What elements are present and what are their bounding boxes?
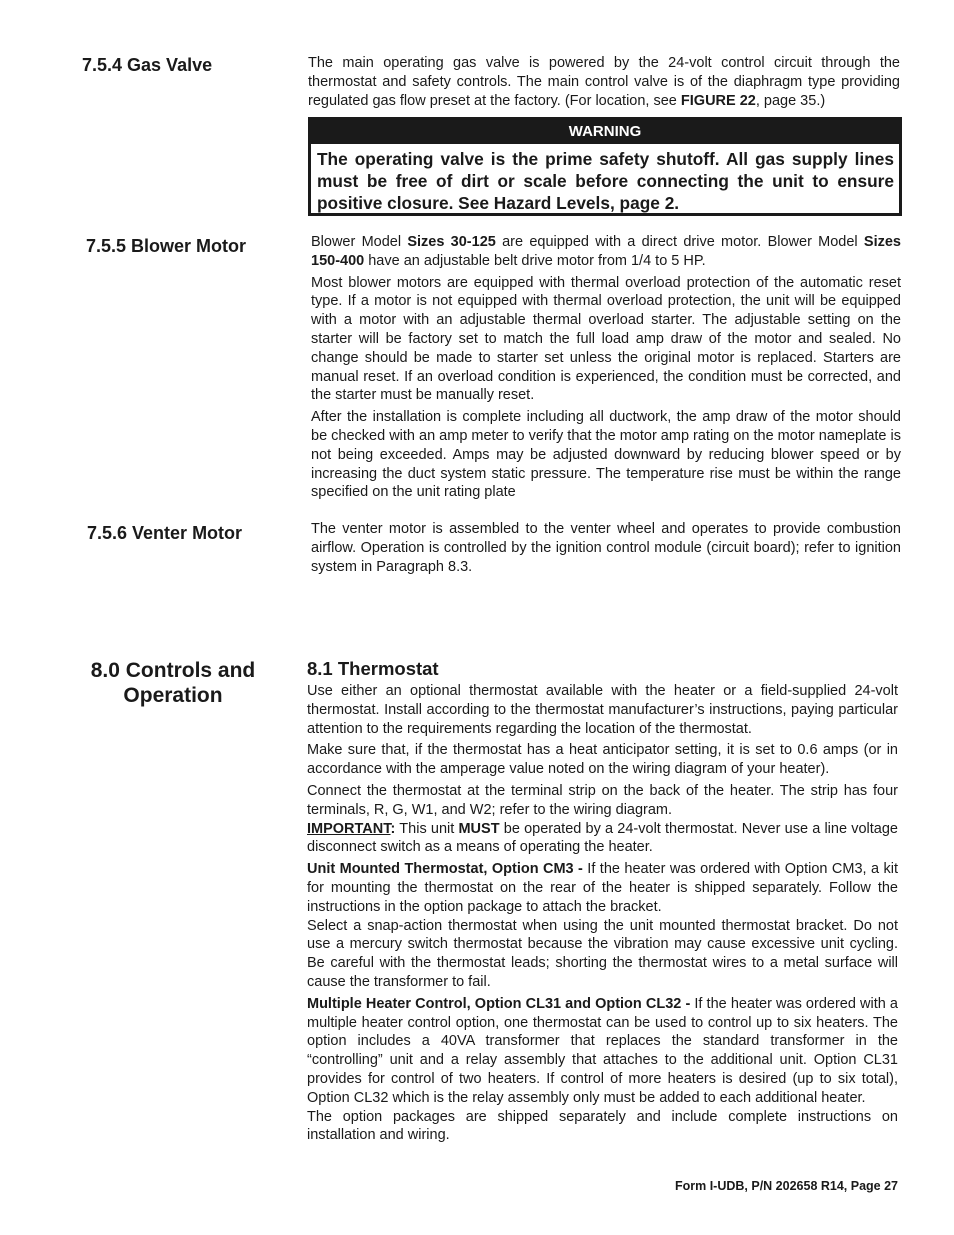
text-run: have an adjustable belt drive motor from 1/4 to 5 HP. (364, 252, 706, 269)
gas-valve-paragraph (308, 54, 900, 110)
option-cm3-label: Unit Mounted Thermostat, Option CM3 - (307, 861, 583, 878)
bold-text: Sizes 30-125 (407, 234, 496, 250)
section-heading-blower-motor: 7.5.5 Blower Motor (86, 236, 247, 256)
blower-paragraph-3: After the installation is complete including all ductwork, the amp draw of the motor should be checked with an amp meter to verify that the motor amp rating on the motor nameplate is not being exceeded. Amps may be adjusted downward by reducing blower speed or by increasing the duct system static pressure. The temperature rise must be within the range specified on the unit rating plate (311, 409, 901, 501)
page-footer: Form I-UDB, P/N 202658 R14, Page 27 (674, 1179, 898, 1193)
text-run: This unit (395, 820, 459, 837)
bold-text: MUST (458, 820, 500, 837)
important-label: IMPORTANT (307, 820, 391, 837)
blower-paragraph-1 (311, 233, 901, 271)
figure-reference: FIGURE 22 (680, 92, 756, 109)
bold-text: : (390, 820, 396, 837)
thermostat-body (307, 682, 898, 1145)
text-run: are equipped with a direct drive motor. Blower Model (495, 234, 864, 250)
warning-box (308, 117, 902, 216)
snap-action-paragraph: Select a snap-action thermostat when using the unit mounted thermostat bracket. Do not use a mercury switch thermostat because the vibration may cause excessive unit cycling. Be careful with the thermostat leads; shorting the thermostat wires to a metal surface will cause the transformer to fail. (307, 917, 898, 990)
bold-text: Sizes 150-400 (311, 234, 902, 269)
text-run: If the heater was ordered with a multiple heater control option, one thermostat can be used to control up to six heaters. The option includes a 40VA transformer that replaces the standard transformer in the “controlling” unit and a relay assembly that attaches to the additional unit. Option CL31 provides for control of two heaters. If control of more heaters is desired (up to six total), Option CL32 which is the relay assembly only must be added to each additional heater. (307, 995, 898, 1106)
subsection-heading-thermostat: 8.1 Thermostat (307, 658, 439, 679)
thermostat-paragraph-3: Connect the thermostat at the terminal strip on the back of the heater. The strip has four terminals, R, G, W1, and W2; refer to the wiring diagram. (307, 782, 898, 818)
venter-paragraph: The venter motor is assembled to the venter wheel and operates to provide combustion airflow. Operation is controlled by the ignition control module (circuit board); refer to ignition system in Paragraph 8.3. (311, 521, 901, 575)
blower-paragraph-2: Most blower motors are equipped with thermal overload protection of the automatic reset type. If a motor is not equipped with thermal overload protection, the unit will be equipped with a motor with an adjustable thermal overload starter. The adjustable setting on the starter will be factory set to match the full load amp draw of the motor and sealed. No change should be made to starter set unless the original motor is replaced. Starters are manual reset. If an overload condition is experienced, the condition must be corrected, and the starter must be manually reset. (311, 274, 901, 404)
section-heading-gas-valve: 7.5.4 Gas Valve (82, 55, 213, 75)
text-run: If the heater was ordered with Option CM3, a kit for mounting the thermostat on the rear of the heater is shipped separately. Follow the instructions in the option package to attach the bracket. (307, 861, 898, 915)
option-cl31-cl32-label: Multiple Heater Control, Option CL31 and Option CL32 - (307, 995, 691, 1012)
option-cm3-paragraph (307, 860, 898, 916)
warning-body: The operating valve is the prime safety shutoff. All gas supply lines must be free of dirt or scale before connecting the unit to ensure positive closure. See Hazard Levels, page 2. (317, 149, 894, 213)
section-heading-venter-motor: 7.5.6 Venter Motor (87, 523, 243, 543)
blower-motor-body (311, 233, 901, 502)
option-cl31-cl32-paragraph (307, 995, 898, 1108)
thermostat-paragraph-2: Make sure that, if the thermostat has a heat anticipator setting, it is set to 0.6 amps (or in accordance with the amperage value noted on the wiring diagram of your heater). (307, 742, 898, 778)
important-paragraph (307, 820, 898, 858)
section-heading-controls-operation: 8.0 Controls and Operation (90, 659, 256, 707)
warning-title: WARNING (311, 120, 899, 144)
option-packages-paragraph: The option packages are shipped separately and include complete instructions on installation and wiring. (307, 1108, 898, 1144)
text-run: Blower Model (311, 234, 408, 250)
text-run: be operated by a 24-volt thermostat. Never use a line voltage disconnect switch as a means of operating the heater. (307, 820, 898, 856)
text-run: , page 35.) (755, 92, 826, 109)
text-run: The main operating gas valve is powered by the 24-volt control circuit through the thermostat and safety controls. The main control valve is of the diaphragm type providing regulated gas flow preset at the factory. (For location, see (308, 55, 900, 109)
thermostat-paragraph-1: Use either an optional thermostat available with the heater or a field-supplied 24-volt thermostat. Install according to the thermostat manufacturer’s instructions, paying particular attention to the requirements regarding the location of the thermostat. (307, 683, 898, 737)
